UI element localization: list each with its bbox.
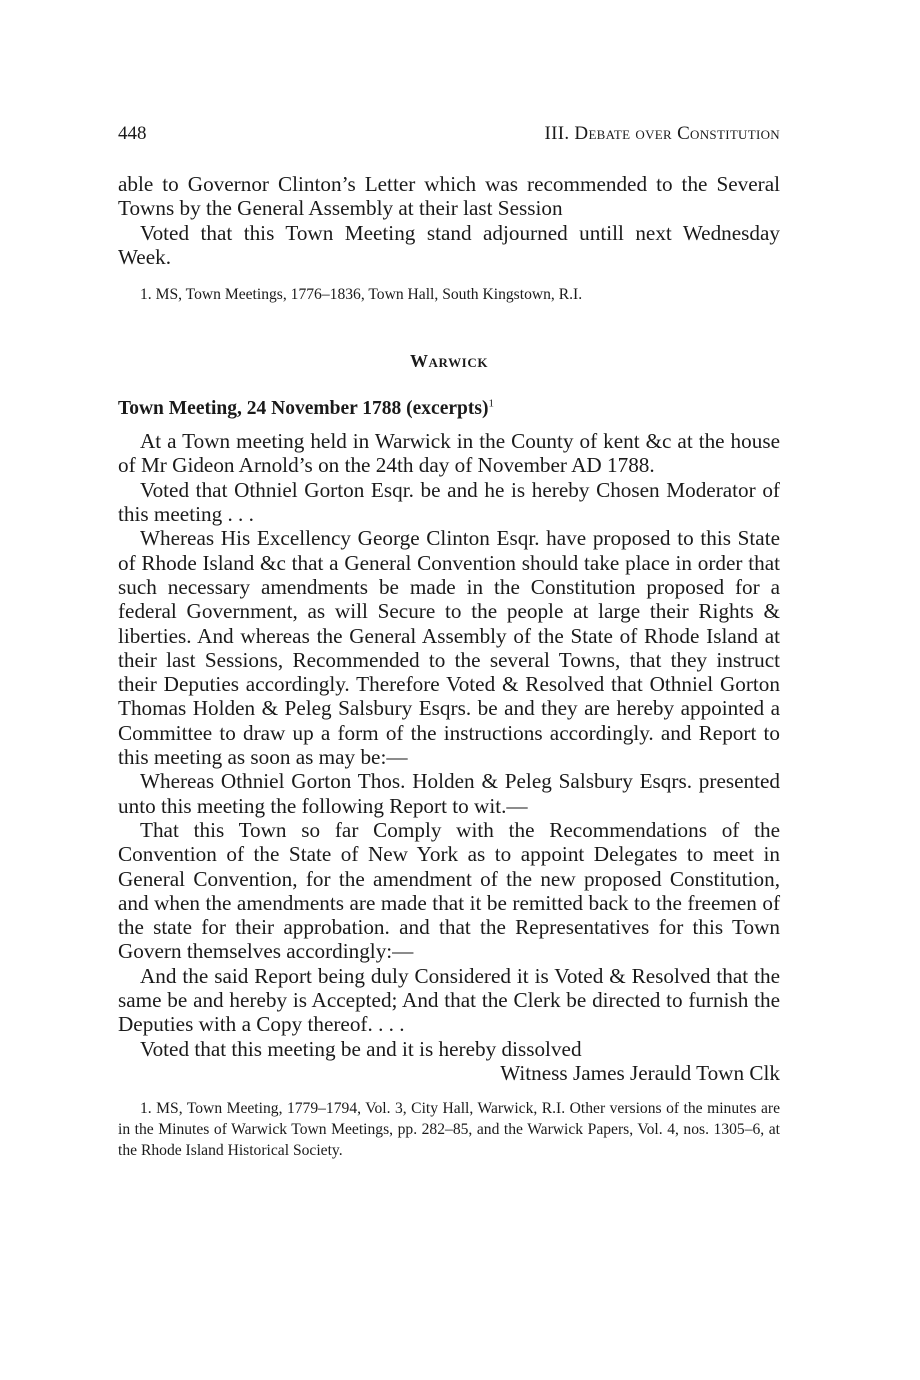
minutes-paragraph: Whereas Othniel Gorton Thos. Holden & Peleg Salsbury Esqrs. presented unto this meeting the following Report to wit.— [118,769,780,818]
minutes-paragraph: And the said Report being duly Considered it is Voted & Resolved that the same be and hereby is Accepted; And that the Clerk be directed to furnish the Deputies with a Copy thereof. . . . [118,963,780,1037]
book-page [118,120,780,1161]
clerk-signature: Witness James Jerauld Town Clk [500,1060,780,1085]
carryover-text [118,172,780,269]
running-title: III. Debate over Constitution [544,123,780,144]
section-heading-warwick: Warwick [409,351,489,372]
carryover-paragraph: Voted that this Town Meeting stand adjourned untill next Wednesday Week. [118,220,780,269]
running-head [118,120,780,148]
page-number: 448 [118,123,147,144]
document-title [118,397,780,421]
minutes-text [118,429,780,1085]
minutes-paragraph: At a Town meeting held in Warwick in the County of kent &c at the house of Mr Gideon Arnold’s on the 24th day of November AD 1788. [118,429,780,478]
footnote-south-kingstown: 1. MS, Town Meetings, 1776–1836, Town Hall, South Kingstown, R.I. [140,286,583,304]
minutes-paragraph: Whereas His Excellency George Clinton Esqr. have proposed to this State of Rhode Island &c that a General Convention should take place in order that such necessary amendments be made in the Constitution proposed for a federal Government, as will Secure to the people at large their Rights & liberties. And whereas the General Assembly of the State of Rhode Island at their last Sessions, Recommended to the several Towns, that they instruct their Deputies accordingly. Therefore Voted & Resolved that Othniel Gorton Thomas Holden & Peleg Salsbury Esqrs. be and they are hereby appointed a Committee to draw up a form of the instructions accordingly. and Report to this meeting as soon as may be:— [118,526,780,770]
footnote-warwick: 1. MS, Town Meeting, 1779–1794, Vol. 3, City Hall, Warwick, R.I. Other versions of the minutes are in the Minutes of Warwick Town Meetings, pp. 282–85, and the Warwick Papers, Vol. 4, nos. 1305–6, at the Rhode Island Historical Society. [118,1100,780,1160]
minutes-paragraph: Voted that Othniel Gorton Esqr. be and he is hereby Chosen Moderator of this meeting . . . [118,477,780,527]
document-title-text: Town Meeting, 24 November 1788 (excerpts) [118,398,489,420]
carryover-paragraph: able to Governor Clinton’s Letter which was recommended to the Several Towns by the General Assembly at their last Session [118,172,780,221]
minutes-paragraph: Voted that this meeting be and it is hereby dissolved [140,1036,582,1061]
footnote-reference: 1 [488,397,494,410]
minutes-paragraph: That this Town so far Comply with the Recommendations of the Convention of the State of New York as to appoint Delegates to meet in General Convention, for the amendment of the new proposed Constitution, and when the amendments are made that it be remitted back to the freemen of the state for their approbation. and that the Representatives for this Town Govern themselves accordingly:— [118,817,780,964]
